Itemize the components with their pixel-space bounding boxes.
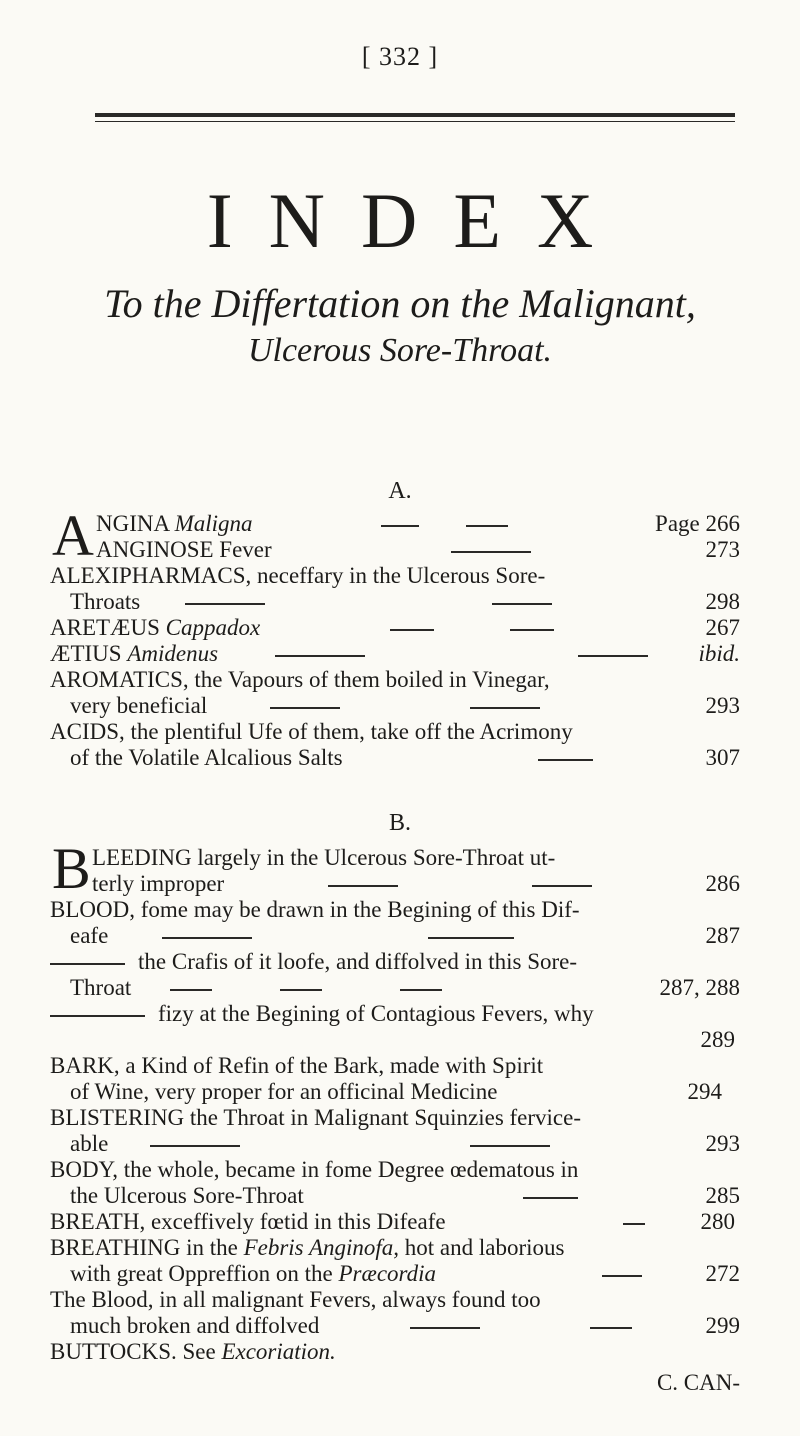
entry-blistering: BLISTERING the Throat in Malignant Squinzies fervice- <box>50 1105 582 1130</box>
catchword: C. CAN- <box>656 1370 740 1395</box>
entry-angina: NGINA Maligna Page 266 <box>96 511 740 536</box>
entry-crafis: the Crafis of it loofe, and diffolved in this Sore- <box>50 948 740 976</box>
subtitle-line-2: Ulcerous Sore-Throat. <box>247 332 553 369</box>
section-b-letter: B. <box>388 810 411 836</box>
entry-blood: BLOOD, fome may be drawn in the Begining of this Dif- <box>50 897 580 922</box>
entry-breath: BREATH, exceffively fœtid in this Difeafe 280 <box>50 1209 735 1234</box>
section-a-drop-cap: A <box>52 503 94 568</box>
entry-eafe: eafe 287 <box>70 923 740 948</box>
entry-bark: BARK, a Kind of Refin of the Bark, made with Spirit <box>50 1053 544 1078</box>
entry-ulcerous-sore-throat: the Ulcerous Sore-Throat 285 <box>70 1183 740 1208</box>
entry-body: BODY, the whole, became in fome Degree œdematous in <box>50 1157 579 1182</box>
entry-buttocks: BUTTOCKS. See Excoriation. <box>50 1339 336 1364</box>
entry-much-broken: much broken and diffolved 299 <box>70 1313 740 1338</box>
entry-fizy: fizy at the Begining of Contagious Fevers, why <box>50 1000 740 1028</box>
entry-aetius: ÆTIUS Amidenus ibid. <box>50 641 740 666</box>
entry-fizy-page: 289 <box>700 1027 735 1052</box>
entry-alexipharmacs: ALEXIPHARMACS, neceffary in the Ulcerous Sore- <box>50 563 546 588</box>
entry-aromatics: AROMATICS, the Vapours of them boiled in Vinegar, <box>50 667 550 692</box>
index-heading: INDEX <box>206 177 630 264</box>
entry-able: able 293 <box>70 1131 740 1156</box>
entry-officinal: of Wine, very proper for an officinal Medicine 294 <box>70 1079 722 1104</box>
entry-acids: ACIDS, the plentiful Ufe of them, take off the Acrimony <box>50 719 573 744</box>
entry-aretaeus: ARETÆUS Cappadox 267 <box>50 615 740 640</box>
top-rule-thin <box>95 121 735 122</box>
entry-bleeding: LEEDING largely in the Ulcerous Sore-Throat ut- <box>92 845 556 870</box>
subtitle-line-1: To the Differtation on the Malignant, <box>104 281 696 326</box>
entry-throat-crafis: Throat 287, 288 <box>70 975 740 1000</box>
entry-oppreffion: with great Oppreffion on the Præcordia 272 <box>70 1261 740 1286</box>
section-a-letter: A. <box>388 478 412 504</box>
top-rule-thick <box>95 113 735 117</box>
page-number: [ 332 ] <box>361 42 439 71</box>
section-b-drop-cap: B <box>52 836 91 901</box>
entry-terly-improper: terly improper 286 <box>92 871 740 896</box>
entry-breathing: BREATHING in the Febris Anginofa, hot and laborious <box>50 1235 565 1260</box>
entry-very-beneficial: very beneficial 293 <box>70 693 740 718</box>
entry-throats: Throats 298 <box>70 589 740 614</box>
entry-volatile-salts: of the Volatile Alcalious Salts 307 <box>70 745 740 770</box>
entry-the-blood: The Blood, in all malignant Fevers, always found too <box>50 1287 541 1312</box>
entry-anginose-fever: ANGINOSE Fever 273 <box>96 537 740 562</box>
